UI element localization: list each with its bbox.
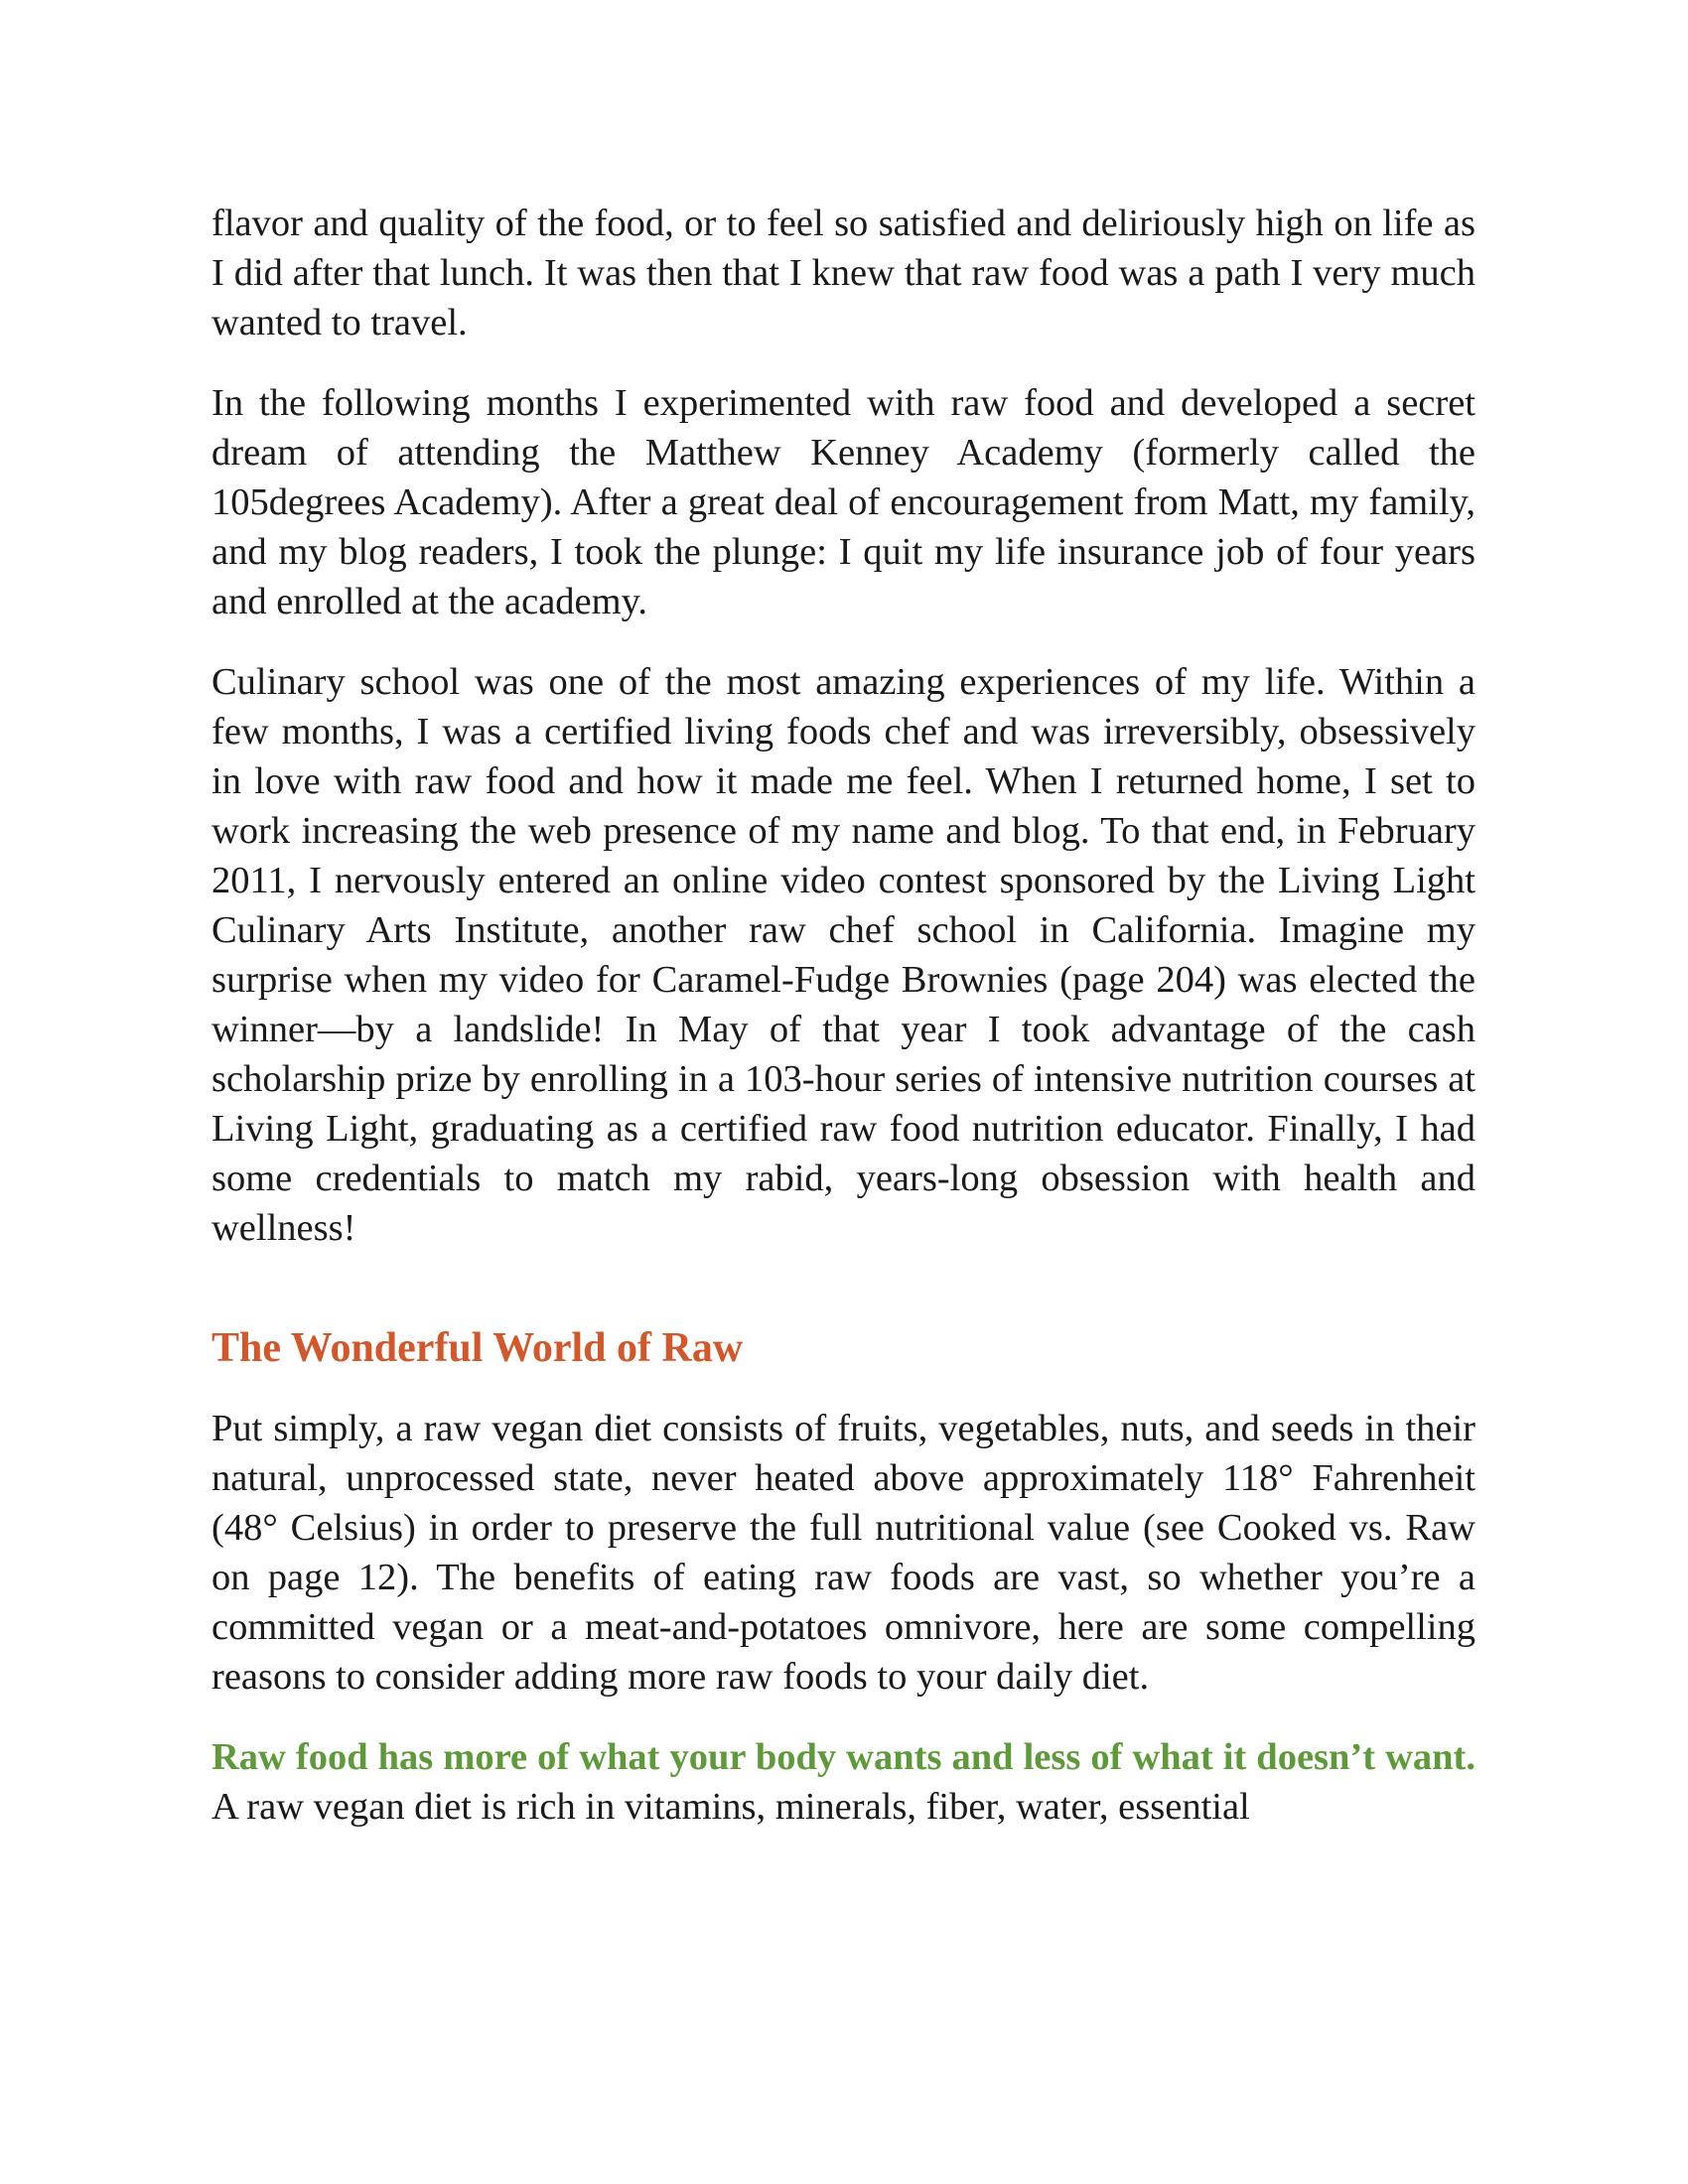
paragraph-academy: In the following months I experimented with raw food and developed a secret dream of attending the Matthew Kenney Academy (formerly called the 105degrees Academy). After a great deal of encouragement from Matt, my family, and my blog readers, I took the plunge: I quit my life insurance job of four years and enrolled at the academy. [211,382,1476,622]
benefit-lead-in: Raw food has more of what your body wants and less of what it doesn’t want. [211,1736,1476,1778]
paragraph-culinary-school: Culinary school was one of the most amazing experiences of my life. Within a few months, I was a certified living foods chef and was irreversibly, obsessively in love with raw food and how it made me feel. When I returned home, I set to work increasing the web presence of my name and blog. To that end, in February 2011, I nervously entered an online video contest sponsored by the Living Light Culinary Arts Institute, another raw chef school in California. Imagine my surprise when my video for Caramel-Fudge Brownies (page 204) was elected the winner—by a landslide! In May of that year I took advantage of the cash scholarship prize by enrolling in a 103-hour series of intensive nutrition courses at Living Light, graduating as a certified raw food nutrition educator. Finally, I had some credentials to match my rabid, years-long obsession with health and wellness! [211,661,1476,1249]
paragraph-raw-vegan-intro: Put simply, a raw vegan diet consists of fruits, vegetables, nuts, and seeds in their natural, unprocessed state, never heated above approximately 118° Fahrenheit (48° Celsius) in order to preserve the full nutritional value (see Cooked vs. Raw on page 12). The benefits of eating raw foods are vast, so whether you’re a committed vegan or a meat-and-potatoes omnivore, here are some compelling reasons to consider adding more raw foods to your daily diet. [211,1408,1476,1698]
benefit-text: A raw vegan diet is rich in vitamins, minerals, fiber, water, essential [211,1786,1250,1828]
paragraph-raw-food-benefit [211,1732,1476,1832]
page-content [211,199,1476,1862]
paragraph-lunch: flavor and quality of the food, or to feel so satisfied and deliriously high on life as I did after that lunch. It was then that I knew that raw food was a path I very much wanted to travel. [211,203,1476,343]
section-heading: The Wonderful World of Raw [211,1325,744,1371]
